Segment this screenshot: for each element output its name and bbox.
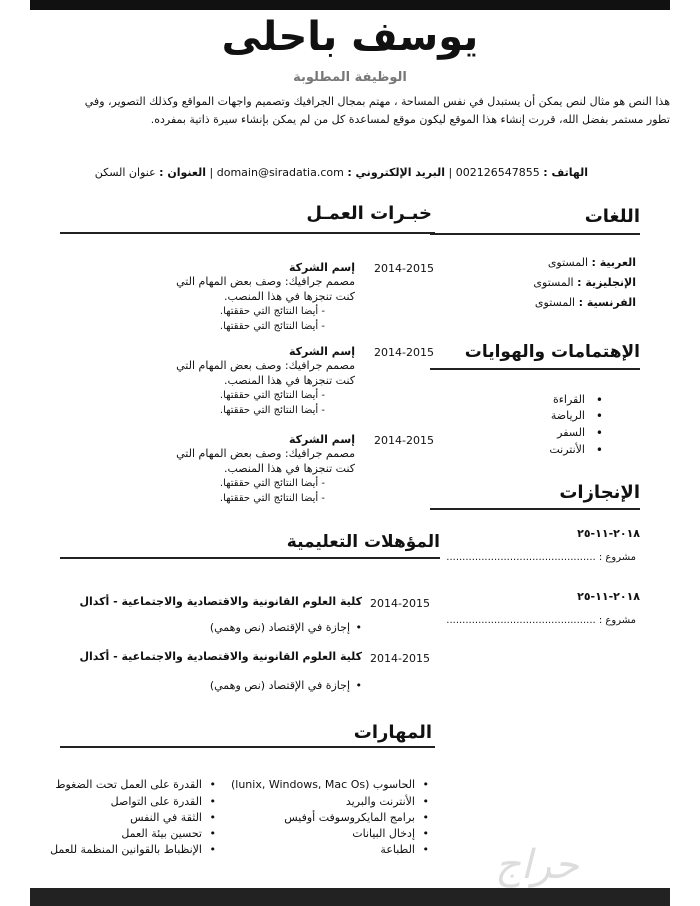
job-entry xyxy=(165,433,355,506)
phone-label: الهاتف : xyxy=(543,166,588,179)
edu-degree: إجازة في الإقتصاد (نص وهمي) • xyxy=(210,679,350,692)
summary-line: تطور مستمر بفضل الله، قررت إنشاء هذا الموقع ليكون موقع لمساعدة كل من لم يمكن بإنشاء سيرة ذاتية بمفرده. xyxy=(150,113,670,126)
job-years: 2014-2015 xyxy=(374,346,434,359)
interests-title: الإهتمامات والهوايات xyxy=(464,342,640,362)
edu-years: 2014-2015 xyxy=(370,652,430,665)
languages-title: اللغات xyxy=(584,206,640,227)
skill-item: القدرة على التواصل • xyxy=(111,795,202,808)
language-name: العربية : xyxy=(591,256,636,269)
achievement-date: ٢٠١٨-١١-٢٥ xyxy=(577,527,640,540)
language-item xyxy=(535,296,636,309)
address-value: عنوان السكن xyxy=(94,166,156,179)
job-company: إسم الشركة xyxy=(288,261,355,274)
language-level: المستوى xyxy=(533,276,574,289)
email-label: البريد الإلكتروني : xyxy=(347,166,446,179)
job-description: مصمم جرافيك: وصف بعض المهام التي كنت تنجزها في هذا المنصب. xyxy=(176,447,355,475)
interest-item: السفر • xyxy=(557,426,585,439)
achievement-project: مشروع : ............................................... xyxy=(446,552,636,563)
contact-line xyxy=(95,166,588,179)
interests-rule xyxy=(430,368,640,370)
job-result: - أيضا النتائج التي حققتها. xyxy=(219,493,325,504)
job-years: 2014-2015 xyxy=(374,434,434,447)
bottom-bar xyxy=(30,888,670,906)
email-value: domain@siradatia.com xyxy=(216,166,344,179)
achievements-rule xyxy=(430,508,640,510)
separator: | xyxy=(448,166,453,179)
achievement-project: مشروع : ............................................... xyxy=(446,615,636,626)
experience-rule xyxy=(60,232,435,234)
skills-rule xyxy=(60,746,435,748)
top-bar xyxy=(30,0,670,10)
skill-item: الثقة في النفس • xyxy=(130,811,202,824)
skill-item: إدخال البيانات • xyxy=(352,827,415,840)
job-company: إسم الشركة xyxy=(288,433,355,446)
job-result: - أيضا النتائج التي حققتها. xyxy=(219,405,325,416)
summary xyxy=(30,93,670,129)
experience-title: خبـرات العمـل xyxy=(306,203,432,224)
languages-rule xyxy=(430,233,640,235)
interest-item: الأنترنت • xyxy=(549,443,585,456)
phone-value: 002126547855 xyxy=(455,166,540,179)
interest-item: القراءة • xyxy=(553,393,585,406)
language-item xyxy=(533,276,636,289)
job-entry xyxy=(165,345,355,418)
achievements-title: الإنجازات xyxy=(559,482,640,503)
watermark-logo: حراج xyxy=(495,842,579,888)
interest-item: الرياضة • xyxy=(551,409,585,422)
education-rule xyxy=(60,557,440,559)
skill-item: برامج المايكروسوفت أوفيس • xyxy=(284,811,415,824)
job-description: مصمم جرافيك: وصف بعض المهام التي كنت تنجزها في هذا المنصب. xyxy=(176,359,355,387)
summary-line: هذا النص هو مثال لنص يمكن أن يستبدل في نفس المساحة ، مهتم بمجال الجرافيك وتصميم واجهات المواقع وكذلك التصوير، وفي xyxy=(84,95,670,108)
language-item xyxy=(548,256,636,269)
skill-item: الإنظباط بالقوانين المنظمة للعمل • xyxy=(50,843,202,856)
language-name: الإنجليزية : xyxy=(577,276,636,289)
separator: | xyxy=(209,166,214,179)
education-title: المؤهلات التعليمية xyxy=(286,532,440,552)
job-years: 2014-2015 xyxy=(374,262,434,275)
skill-item: القدرة على العمل تحت الضغوط • xyxy=(55,778,202,791)
language-name: الفرنسية : xyxy=(578,296,636,309)
job-entry xyxy=(165,261,355,334)
skill-item: الحاسوب (lunix, Windows, Mac Os) • xyxy=(231,778,415,791)
edu-school: كلية العلوم القانونية والاقتصادية والاجتماعية - أكدال xyxy=(79,650,362,663)
language-level: المستوى xyxy=(534,296,576,309)
skill-item: الأنترنت والبريد • xyxy=(346,795,415,808)
address-label: العنوان : xyxy=(159,166,207,179)
edu-years: 2014-2015 xyxy=(370,597,430,610)
achievement-date: ٢٠١٨-١١-٢٥ xyxy=(577,590,640,603)
job-title: الوظيفة المطلوبة xyxy=(293,70,407,85)
job-result: - أيضا النتائج التي حققتها. xyxy=(219,306,325,317)
edu-degree: إجازة في الإقتصاد (نص وهمي) • xyxy=(210,621,350,634)
job-result: - أيضا النتائج التي حققتها. xyxy=(219,478,325,489)
resume-name: يوسف باحلى xyxy=(221,14,479,60)
skills-title: المهارات xyxy=(353,722,432,743)
skill-item: تحسين بيئة العمل • xyxy=(121,827,202,840)
job-result: - أيضا النتائج التي حققتها. xyxy=(219,321,325,332)
job-description: مصمم جرافيك: وصف بعض المهام التي كنت تنجزها في هذا المنصب. xyxy=(176,275,355,303)
skill-item: الطباعة • xyxy=(380,843,415,856)
job-result: - أيضا النتائج التي حققتها. xyxy=(219,390,325,401)
job-company: إسم الشركة xyxy=(288,345,355,358)
edu-school: كلية العلوم القانونية والاقتصادية والاجتماعية - أكدال xyxy=(79,595,362,608)
language-level: المستوى xyxy=(547,256,589,269)
